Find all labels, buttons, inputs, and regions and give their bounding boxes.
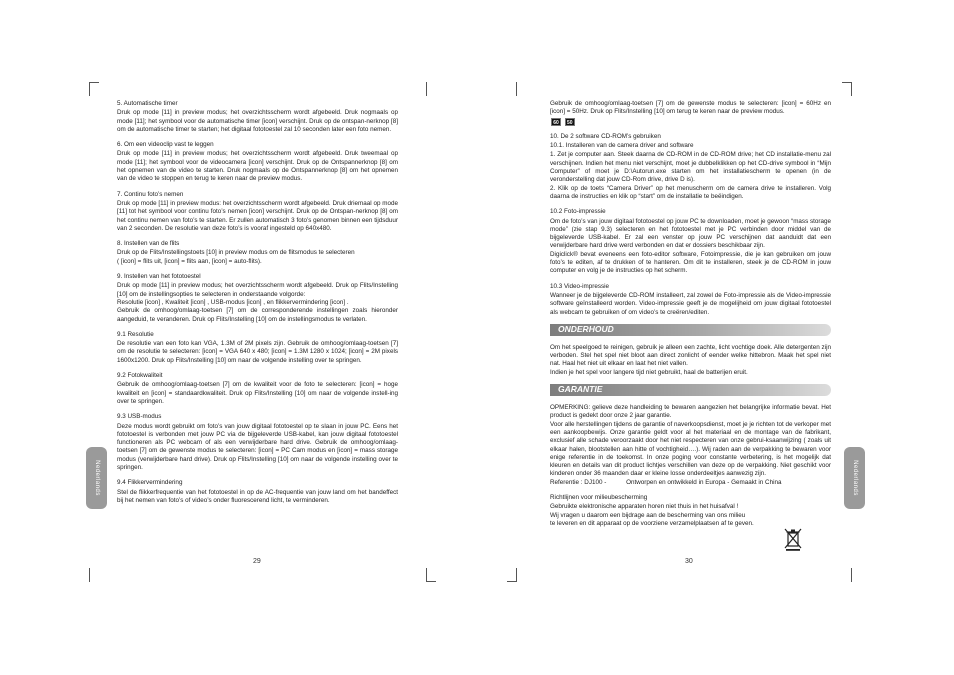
section-body: Deze modus wordt gebruikt om foto’s van jouw digitaal fototoestel op te slaan in jouw PC. Eens het fototoestel is verbonden met jouw PC via de bijgeleverde USB-kabel, kan jouw digitaal fototoestel functioneren als PC webcam of als een verwijderbare hard drive. Gebruik de omhoog/omlaag-toetsen [7] om de gewenste modus te selecteren: [icon] = PC Cam modus en [icon] = mass storage modus (verwijderbare hard drive). Druk op Flits/Instelling [10] om naar de volgende instelling over te springen. [117, 422, 398, 471]
section-body: Gebruik de omhoog/omlaag-toetsen [7] om de corresponderende instellingen zoals hieronder aangeduid, te veranderen. Druk op Flits/Instelling [10] om de instellingsmodus te verlaten. [117, 307, 398, 323]
page-number: 29 [253, 558, 261, 565]
crossed-out-bin-icon [783, 527, 803, 551]
section-body: De resolutie van een foto kan VGA, 1.3M of 2M pixels zijn. Gebruik de omhoog/omlaag-toetsen [7] om de resolutie te selecteren: [icon] = VGA 640 x 480; [icon] = 1.3M 1280 x 1024; [icon] = 2M pixels 1600x1200. Druk op Flits/Instelling [10] om naar de volgende instelling over te springen. [117, 340, 398, 364]
hz-50-icon: 50 [565, 118, 575, 126]
garantie-body: OPMERKING: gelieve deze handleiding te bewaren aangezien het belangrijke informatie bevat. Het product is gedekt door onze 2 jaar garantie. Voor alle herstellingen tijdens de garantie of naverkoopsdienst, moet je je richten tot de verkoper met een aankoopbewijs. Onze garantie geldt voor al het materiaal en de montage van de fabrikant, exclusief alle schade veroorzaakt door het niet respecteren van onze gebrui-ksaanwijzing ( zoals uit elkaar halen, blootstellen aan hitte of vochtigheid….). Wij raden aan de verpakking te bewaren voor enige referentie in de toekomst. In onze poging voor constante verbetering, is het mogelijk dat kleuren en details van dit product lichtjes verschillen van deze op de verpakking. Niet geschikt voor kinderen onder 36 maanden daar er kleine losse onderdeeltjes aanwezig zijn. Referentie : DJ100 - Ontworpen en ontwikkeld in Europa - Gemaakt in China [550, 404, 831, 486]
hz-60-icon: 60 [551, 118, 561, 126]
section-body: ( [icon] = flits uit, [icon] = flits aan, [icon] = auto-flits). [117, 257, 262, 265]
section-foto-impressie: 10.2 Foto-impressie Om de foto’s van jouw digitaal fototoestel op jouw PC te downloaden, moet je gewoon “mass storage mode” (zie stap 9.3) selecteren en het fototoestel met je PC verbinden door middel van de bijgeleverde USB-kabel. Er zal een venster op jouw PC verschijnen dat aanduidt dat een verwijderbare hard drive werd verbonden en dat er dossiers beschikbaar zijn. Digiclick® bevat eveneens een foto-editor software, Fotoimpressie, die je kan gebruiken om jouw foto’s te editen, af te drukken of te hanteren. Om dit te installeren, steek je de CD-ROM in jouw computer en volg je de instructies op het scherm. [550, 208, 831, 275]
section-body: Druk op mode [11] in preview modus; het overzichtsscherm wordt afgebeeld. Druk nogmaals op mode [11]; het symbool voor de automatische timer [icon] verschijnt. Druk op de ontspan-nerknop [8] om de automatische timer te starten; het digitaal fototoestel zal 10 seconden later een foto nemen. [117, 109, 398, 133]
left-page [117, 100, 398, 512]
section-usb-modus: 9.3 USB-modus Deze modus wordt gebruikt om foto’s van jouw digitaal fototoestel op te slaan in jouw PC. Eens het fototoestel is verbonden met jouw PC via de bijgeleverde USB-kabel, kan jouw digitaal fototoestel functioneren als PC webcam of als een verwijderbare hard drive. Gebruik de omhoog/omlaag-toetsen [7] om de gewenste modus te selecteren: [icon] = PC Cam modus en [icon] = mass storage modus (verwijderbare hard drive). Druk op Flits/Instelling [10] om naar de volgende instelling over te springen. [117, 413, 398, 471]
page-number: 30 [685, 558, 693, 565]
section-body: Druk op mode [11] in preview modus; het overzichtsscherm wordt afgebeeld. Druk tweemaal op mode [11]; het symbool voor de videocamera [icon] verschijnt. Druk op de Ontspannerknop [8] om het opnemen van de video te starten. Druk nogmaals op de Ontspannerknop [8] om het opnemen van de video te stoppen en terug te keren naar de preview modus. [117, 150, 398, 183]
section-body: Druk op mode [11] in preview modus; het overzichtsscherm wordt afgebeeld. Druk op Flits/Instelling [10] om de instellingsopties te selecteren in onderstaande volgorde: [117, 282, 398, 298]
section-body: 1. Zet je computer aan. Steek daarna de CD-ROM in de CD-ROM drive; het CD installatie-menu zal verschijnen. Indien het menu niet verschijnt, moet je dubbelklikken op het CD-drive symbool in “Mijn Computer” of moet je D:\Autorun.exe starten om het installatiescherm te openen (in de veronderstelling dat jouw CD-Rom drive, drive D is). [550, 151, 831, 184]
section-cdrom: 10. De 2 software CD-ROM’s gebruiken [550, 132, 661, 140]
section-fotokwaliteit: 9.2 Fotokwaliteit Gebruik de omhoog/omlaag-toetsen [7] om de kwaliteit voor de foto te selecteren: [icon] = hoge kwaliteit en [icon] = standaardkwaliteit. Druk op Flits/Instelling [10] om naar de volgende instell-ing over te springen. [117, 372, 398, 405]
onderhoud-heading: ONDERHOUD [550, 324, 831, 336]
section-body: Gebruik de omhoog/omlaag-toetsen [7] om de kwaliteit voor de foto te selecteren: [icon] = hoge kwaliteit en [icon] = standaardkwaliteit. Druk op Flits/Instelling [10] om naar de volgende instell-ing over te springen. [117, 381, 398, 405]
section-videoclip: 6. Om een videoclip vast te leggen Druk op mode [11] in preview modus; het overzichtsscherm wordt afgebeeld. Druk tweemaal op mode [11]; het symbool voor de videocamera [icon] verschijnt. Druk op de Ontspannerknop [8] om het opnemen van de video te starten. Druk nogmaals op de Ontspannerknop [8] om het opnemen van de video te stoppen en terug te keren naar de preview modus. [117, 141, 398, 183]
section-body: Digiclick® bevat eveneens een foto-editor software, Fotoimpressie, die je kan gebruiken om jouw foto’s te editen, af te drukken of te hanteren. Om dit te installeren, steek je de CD-ROM in jouw computer en volg je de instructies op het scherm. [550, 250, 831, 275]
section-flikker: 9.4 Flikkervermindering Stel de flikkerfrequentie van het fototoestel in op de AC-frequentie van jouw land om het bandeffect bij het nemen van foto’s of video’s onder fluorescerend licht, te verminderen. [117, 479, 398, 504]
intro-paragraph: Gebruik de omhoog/omlaag-toetsen [7] om de gewenste modus te selecteren: [icon] = 60Hz en [icon] = 50Hz. Druk op Flits/Instelling [10] om terug te keren naar de preview modus. 60 50 [550, 100, 831, 126]
section-body: Wanneer je de bijgeleverde CD-ROM installeert, zal zowel de Foto-impressie als de Video-impressie software geïnstalleerd worden. Video-impressie geeft je de mogelijheid om jouw digitaal fototoestel als webcam te gebruiken of om video’s te creëren/editen. [550, 291, 831, 316]
language-tab: Nederlands [86, 447, 107, 509]
section-continu: 7. Continu foto’s nemen Druk op mode [11] in preview modus: het overzichtsscherm wordt afgebeeld. Druk driemaal op mode [11] tot het symbool voor continu foto’s nemen [icon] verschijnt. Druk op de Ontspan-nerknop [8] om het continu nemen van foto’s te starten. Er zullen automatisch 3 foto’s genomen binnen een tijdsduur van 2 seconden. De resolutie van deze foto’s is vooraf ingesteld op 640x480. [117, 190, 398, 232]
section-body: Druk op de Flits/Instellingstoets [10] in preview modus om de flitsmodus te selecteren [117, 249, 355, 257]
section-auto-timer: 5. Automatische timer Druk op mode [11] in preview modus; het overzichtsscherm wordt afgebeeld. Druk nogmaals op mode [11]; het symbool voor de automatische timer [icon] verschijnt. Druk op de ontspan-nerknop [8] om de automatische timer te starten; het digitaal fototoestel zal 10 seconden later een foto nemen. [117, 100, 398, 133]
section-instellen: 9. Instellen van het fototoestel Druk op mode [11] in preview modus; het overzichtsscherm wordt afgebeeld. Druk op Flits/Instelling [10] om de instellingsopties te selecteren in onderstaande volgorde: Resolutie [icon] , Kwaliteit [icon] , USB-modus [icon] , en flikkervermindering [icon] . Gebruik de omhoog/omlaag-toetsen [7] om de corresponderende instellingen zoals hieronder aangeduid, te veranderen. Druk op Flits/Instelling [10] om de instellingsmodus te verlaten. [117, 273, 398, 323]
right-page [550, 100, 831, 535]
section-body: 2. Klik op de toets “Camera Driver” op het menuscherm om de camera drive te installeren. Volg daarna de instructies en klik op “start” om de installatie te beëindigen. [550, 184, 831, 200]
section-resolutie: 9.1 Resolutie De resolutie van een foto kan VGA, 1.3M of 2M pixels zijn. Gebruik de omhoog/omlaag-toetsen [7] om de resolutie te selecteren: [icon] = VGA 640 x 480; [icon] = 1.3M 1280 x 1024; [icon] = 2M pixels 1600x1200. Druk op Flits/Instelling [10] om naar de volgende instelling over te springen. [117, 330, 398, 364]
section-flits: 8. Instellen van de flits Druk op de Flits/Instellingstoets [10] in preview modus om de flitsmodus te selecteren ( [icon] = flits uit, [icon] = flits aan, [icon] = auto-flits). [117, 240, 398, 266]
garantie-heading: GARANTIE [550, 384, 831, 396]
section-body: Resolutie [icon] , Kwaliteit [icon] , USB-modus [icon] , en flikkervermindering [icon] . [117, 298, 349, 306]
reference-line: Referentie : DJ100 - Ontworpen en ontwikkeld in Europa - Gemaakt in China [550, 478, 782, 486]
section-body: Om de foto’s van jouw digitaal fototoestel op jouw PC te downloaden, moet je gewoon “mass storage mode” (zie stap 9.3) selecteren en het fototoestel met je PC verbinden door middel van de bijgeleverde USB-kabel. Er zal een venster op jouw PC verschijnen dat aanduidt dat een verwijderbare hard drive werd verbonden en dat er dossiers beschikbaar zijn. [550, 217, 831, 250]
onderhoud-body: Om het speelgoed te reinigen, gebruik je alleen een zachte, licht vochtige doek. Alle detergenten zijn verboden. Stel het spel niet bloot aan direct zonlicht of eender welke hittebron. Maak het spel niet nat. Haal het niet uit elkaar en laat het niet vallen. Indien je het spel voor langere tijd niet gebruikt, haal de batterijen eruit. [550, 343, 831, 376]
language-tab: Nederlands [844, 447, 865, 509]
milieu-section: Richtlijnen voor milieubescherming Gebruikte elektronische apparaten horen niet thuis in het huisafval ! Wij vragen u daarom een bijdrage aan de bescherming van ons milieu te leveren en dit apparaat op de voorziene verzamelplaatsen af te geven. [550, 493, 754, 527]
section-video-impressie: 10.3 Video-impressie Wanneer je de bijgeleverde CD-ROM installeert, zal zowel de Foto-impressie als de Video-impressie software geïnstalleerd worden. Video-impressie geeft je de mogelijheid om jouw digitaal fototoestel als webcam te gebruiken of om video’s te creëren/editen. [550, 282, 831, 316]
section-body: Stel de flikkerfrequentie van het fototoestel in op de AC-frequentie van jouw land om het bandeffect bij het nemen van foto’s of video’s onder fluorescerend licht, te verminderen. [117, 488, 398, 504]
section-body: Druk op mode [11] in preview modus: het overzichtsscherm wordt afgebeeld. Druk driemaal op mode [11] tot het symbool voor continu foto’s nemen [icon] verschijnt. Druk op de Ontspan-nerknop [8] om het continu nemen van foto’s te starten. Er zullen automatisch 3 foto’s genomen binnen een tijdsduur van 2 seconden. De resolutie van deze foto’s is vooraf ingesteld op 640x480. [117, 199, 398, 232]
section-driver-install: 10.1. Installeren van de camera driver and software 1. Zet je computer aan. Steek daarna de CD-ROM in de CD-ROM drive; het CD installatie-menu zal verschijnen. Indien het menu niet verschijnt, moet je dubbelklikken op het CD-drive symbool in “Mijn Computer” of moet je D:\Autorun.exe starten om het installatiescherm te openen (in de veronderstelling dat jouw CD-Rom drive, drive D is). 2. Klik op de toets “Camera Driver” op het menuscherm om de camera drive te installeren. Volg daarna de instructies en klik op “start” om de installatie te beëindigen. [550, 142, 831, 200]
